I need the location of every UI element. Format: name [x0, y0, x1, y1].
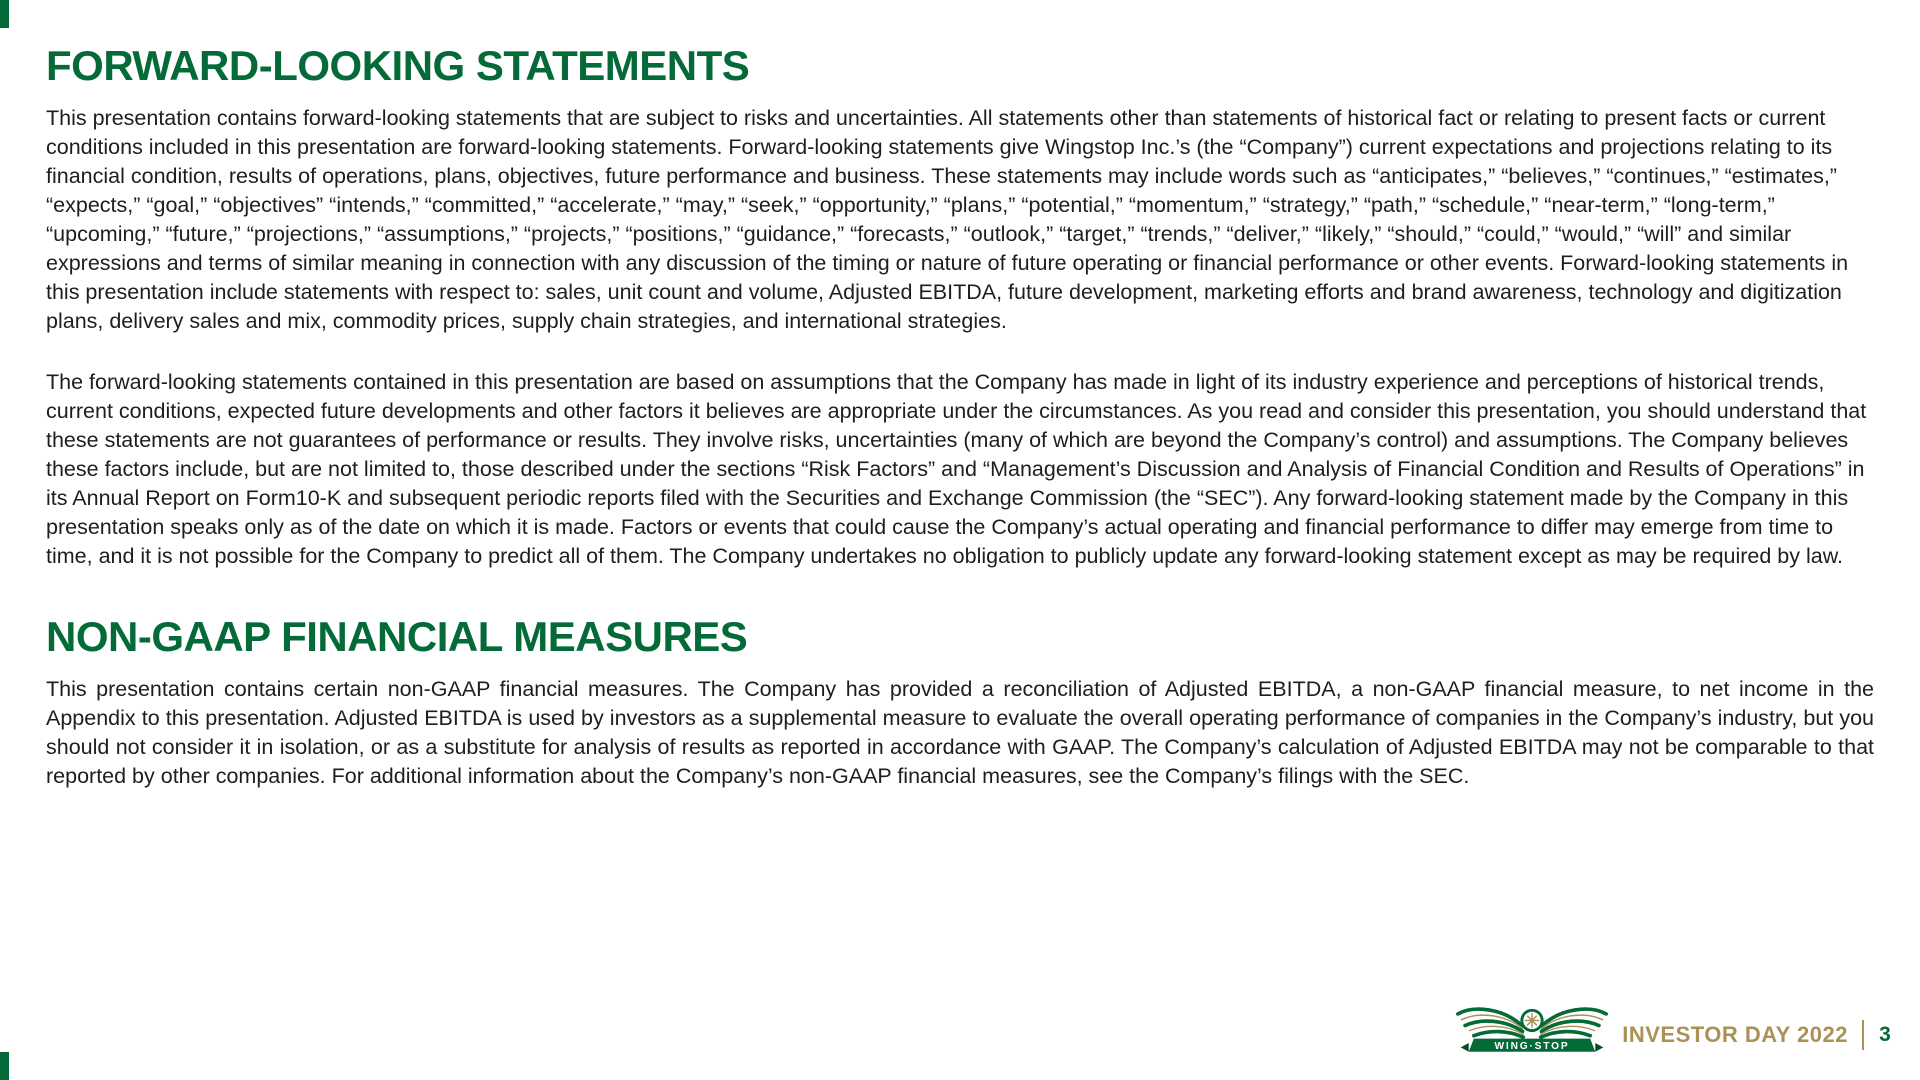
page-number: 3 — [1879, 1023, 1891, 1046]
forward-looking-paragraph-1: This presentation contains forward-looking statements that are subject to risks and uncertainties. All statements other than statements of historical fact or relating to present facts or current conditions included in this presentation are forward-looking statements. Forward-looking statements give Wingstop Inc.’s (the “Company”) current expectations and projections relating to its financial condition, results of operations, plans, objectives, future performance and business. These statements may include words such as “anticipates,” “believes,” “continues,” “estimates,” “expects,” “goal,” “objectives” “intends,” “committed,” “accelerate,” “may,” “seek,” “opportunity,” “plans,” “potential,” “momentum,” “strategy,” “path,” “schedule,” “near-term,” “long-term,” “upcoming,” “future,” “projections,” “assumptions,” “projects,” “positions,” “guidance,” “forecasts,” “outlook,” “target,” “trends,” “deliver,” “likely,” “should,” “could,” “would,” “will” and similar expressions and terms of similar meaning in connection with any discussion of the timing or nature of future operating or financial performance or other events. Forward-looking statements in this presentation include statements with respect to: sales, unit count and volume, Adjusted EBITDA, future development, marketing efforts and brand awareness, technology and digitization plans, delivery sales and mix, commodity prices, supply chain strategies, and international strategies. — [46, 106, 1849, 334]
forward-looking-paragraph-2: The forward-looking statements contained in this presentation are based on assumptions that the Company has made in light of its industry experience and perceptions of historical trends, current conditions, expected future developments and other factors it believes are appropriate under the circumstances. As you read and consider this presentation, you should understand that these statements are not guarantees of performance or results. They involve risks, uncertainties (many of which are beyond the Company’s control) and assumptions. The Company believes these factors include, but are not limited to, those described under the sections “Risk Factors” and “Management’s Discussion and Analysis of Financial Condition and Results of Operations” in its Annual Report on Form10-K and subsequent periodic reports filed with the Securities and Exchange Commission (the “SEC”). Any forward-looking statement made by the Company in this presentation speaks only as of the date on which it is made. Factors or events that could cause the Company’s actual operating and financial performance to differ may emerge from time to time, and it is not possible for the Company to predict all of them. The Company undertakes no obligation to publicly update any forward-looking statement except as may be required by law. — [46, 370, 1867, 569]
wingstop-logo — [1452, 1002, 1612, 1068]
section-title-non-gaap-measures: NON-GAAP FINANCIAL MEASURES — [46, 613, 748, 661]
section-title-forward-looking-statements: FORWARD-LOOKING STATEMENTS — [46, 42, 750, 89]
wingstop-logo-wordmark: WING·STOP — [1494, 1040, 1570, 1052]
footer-divider — [1862, 1020, 1864, 1050]
wingstop-wings-icon — [1452, 1002, 1612, 1068]
slide-edge-accent-bottom — [0, 1052, 9, 1080]
investor-day-label: INVESTOR DAY 2022 — [1622, 1022, 1848, 1047]
non-gaap-paragraph-1: This presentation contains certain non-GAAP financial measures. The Company has provided a reconciliation of Adjusted EBITDA, a non-GAAP financial measure, to net income in the Appendix to this presentation. Adjusted EBITDA is used by investors as a supplemental measure to evaluate the overall operating performance of companies in the Company’s industry, but you should not consider it in isolation, or as a substitute for analysis of results as reported in accordance with GAAP. The Company’s calculation of Adjusted EBITDA may not be comparable to that reported by other companies. For additional information about the Company’s non-GAAP financial measures, see the Company’s filings with the SEC. — [46, 677, 1874, 789]
slide-footer — [1452, 1002, 1892, 1068]
slide-edge-accent-top — [0, 0, 9, 28]
